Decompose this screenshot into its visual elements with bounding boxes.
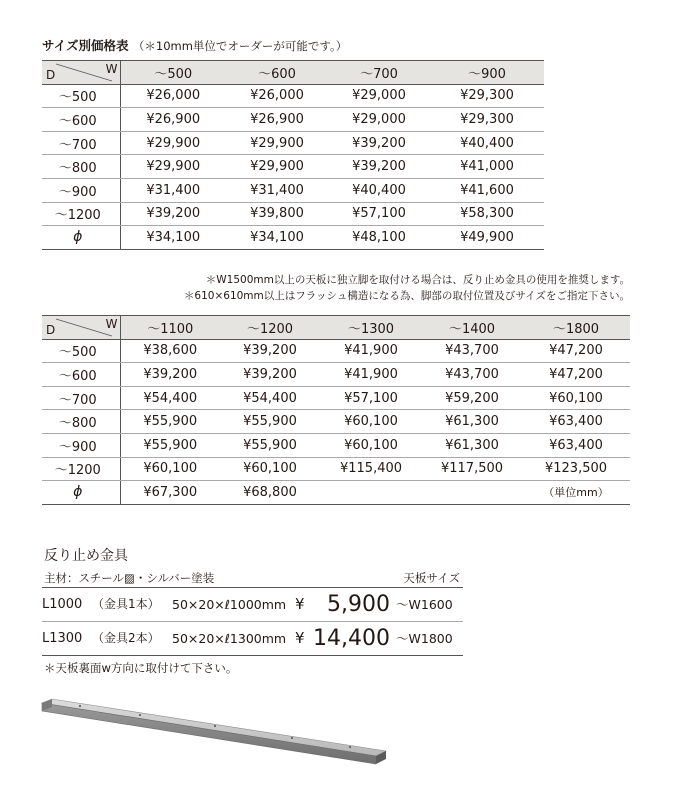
- price-cell: ¥55,900: [220, 433, 320, 457]
- table-header-row: [42, 316, 630, 340]
- price-cell: ¥48,100: [328, 226, 430, 250]
- price-cell: ¥58,300: [430, 202, 544, 226]
- yen-sign: ¥: [295, 629, 305, 647]
- table-row: [42, 410, 630, 434]
- row-header: ～600: [42, 363, 120, 387]
- price-cell: ¥63,400: [522, 433, 630, 457]
- price-cell: ¥41,900: [320, 363, 422, 387]
- row-header: ～600: [42, 108, 120, 132]
- price-cell: ¥60,100: [320, 433, 422, 457]
- price-cell: ¥39,200: [328, 155, 430, 179]
- price-cell: ¥40,400: [430, 131, 544, 155]
- price-cell: ¥67,300: [120, 481, 220, 505]
- table-row: [42, 84, 544, 108]
- width-label: W: [105, 62, 118, 76]
- table-row: [42, 457, 630, 481]
- price-cell: ¥60,100: [320, 410, 422, 434]
- price-cell: ¥60,100: [522, 386, 630, 410]
- price-cell: ¥29,300: [430, 84, 544, 108]
- price-cell: ¥49,900: [430, 226, 544, 250]
- table-row: [42, 386, 630, 410]
- row-header: ～1200: [42, 202, 120, 226]
- price-cell: ¥117,500: [422, 457, 522, 481]
- row-header-diameter: ϕ: [42, 481, 120, 505]
- row-header: ～1200: [42, 457, 120, 481]
- price-cell: ¥55,900: [220, 410, 320, 434]
- quantity: （金具1本）: [92, 597, 160, 611]
- price-cell: ¥123,500: [522, 457, 630, 481]
- fitting-note: ＊天板裏面w方向に取付けて下さい。: [44, 661, 238, 675]
- price-cell: ¥43,700: [422, 339, 522, 363]
- price: 14,400: [313, 626, 390, 651]
- table-row: [42, 481, 630, 505]
- material-text: 主材：スチール▨・シルバー塗装: [44, 571, 215, 585]
- price-cell: ¥39,200: [220, 363, 320, 387]
- row-header: ～700: [42, 131, 120, 155]
- row-header: ～700: [42, 386, 120, 410]
- price-cell: ¥39,200: [120, 202, 226, 226]
- fitting-table: [42, 587, 463, 656]
- price-cell: ¥61,300: [422, 410, 522, 434]
- price-table-small: [42, 60, 544, 250]
- price-cell: [320, 481, 422, 505]
- depth-label: D: [46, 322, 56, 337]
- table-row: [42, 339, 630, 363]
- title-note: （＊10mm単位でオーダーが可能です。）: [132, 39, 348, 53]
- dimensions: 50×20×ℓ1000mm: [172, 597, 287, 612]
- price-cell: ¥60,100: [120, 457, 220, 481]
- column-header: ～500: [120, 61, 226, 85]
- fitting-title: 反り止め金具: [44, 548, 128, 564]
- price: 5,900: [327, 592, 390, 617]
- column-header: ～1100: [120, 316, 220, 340]
- dimensions: 50×20×ℓ1300mm: [172, 631, 287, 646]
- price-cell: ¥39,200: [120, 363, 220, 387]
- price-cell: ¥29,300: [430, 108, 544, 132]
- title-main: サイズ別価格表: [42, 38, 129, 53]
- size-header: 天板サイズ: [403, 571, 460, 585]
- price-cell: ¥60,100: [220, 457, 320, 481]
- price-cell: [422, 481, 522, 505]
- table-row: [42, 433, 630, 457]
- price-cell: ¥31,400: [120, 178, 226, 202]
- price-cell: ¥57,100: [320, 386, 422, 410]
- table-row: [42, 178, 544, 202]
- corner-cell: [42, 61, 120, 85]
- price-cell: ¥43,700: [422, 363, 522, 387]
- price-cell: ¥39,800: [226, 202, 328, 226]
- model-code: L1300: [42, 631, 83, 646]
- column-header: ～1200: [220, 316, 320, 340]
- price-cell: ¥68,800: [220, 481, 320, 505]
- note-line: ＊610×610mm以上はフラッシュ構造になる為、脚部の取付位置及びサイズをご指定下さい。: [183, 290, 630, 302]
- corner-cell: [42, 316, 120, 340]
- row-header-diameter: ϕ: [42, 226, 120, 250]
- fitting-row: [42, 588, 463, 621]
- material-line: [44, 570, 462, 586]
- price-cell: ¥29,000: [328, 108, 430, 132]
- price-cell: ¥40,400: [328, 178, 430, 202]
- price-cell: ¥57,100: [328, 202, 430, 226]
- price-cell: ¥41,900: [320, 339, 422, 363]
- price-cell: ¥26,000: [120, 84, 226, 108]
- row-header: ～900: [42, 178, 120, 202]
- price-cell: ¥29,900: [226, 131, 328, 155]
- price-cell: ¥59,200: [422, 386, 522, 410]
- price-cell: ¥26,000: [226, 84, 328, 108]
- price-cell: ¥34,100: [120, 226, 226, 250]
- price-cell: ¥54,400: [120, 386, 220, 410]
- column-header: ～900: [430, 61, 544, 85]
- table-header-row: [42, 61, 544, 85]
- price-cell: ¥54,400: [220, 386, 320, 410]
- column-header: ～600: [226, 61, 328, 85]
- table-row: [42, 226, 544, 250]
- model-code: L1000: [42, 597, 83, 612]
- price-cell: ¥31,400: [226, 178, 328, 202]
- price-cell: ¥61,300: [422, 433, 522, 457]
- price-table-title: [42, 36, 347, 54]
- price-cell: ¥29,900: [120, 131, 226, 155]
- row-header: ～900: [42, 433, 120, 457]
- price-table-large: [42, 315, 630, 505]
- price-cell: ¥29,000: [328, 84, 430, 108]
- price-cell: ¥39,200: [220, 339, 320, 363]
- column-header: ～700: [328, 61, 430, 85]
- price-cell: ¥41,600: [430, 178, 544, 202]
- price-cell: ¥55,900: [120, 433, 220, 457]
- row-header: ～800: [42, 410, 120, 434]
- price-cell: ¥47,200: [522, 363, 630, 387]
- price-cell: ¥29,900: [120, 155, 226, 179]
- depth-label: D: [46, 67, 56, 82]
- unit-note: （単位mm）: [522, 481, 630, 505]
- price-cell: ¥41,000: [430, 155, 544, 179]
- price-cell: ¥29,900: [226, 155, 328, 179]
- column-header: ～1800: [522, 316, 630, 340]
- table-row: [42, 155, 544, 179]
- note-line: ＊W1500mm以上の天板に独立脚を取付ける場合は、反り止め金具の使用を推奨します。: [205, 274, 630, 286]
- price-cell: ¥115,400: [320, 457, 422, 481]
- yen-sign: ¥: [295, 595, 305, 613]
- max-size: ～W1600: [396, 597, 453, 612]
- table-row: [42, 131, 544, 155]
- price-cell: ¥55,900: [120, 410, 220, 434]
- price-cell: ¥38,600: [120, 339, 220, 363]
- quantity: （金具2本）: [92, 631, 160, 645]
- width-label: W: [105, 317, 118, 331]
- table-row: [42, 363, 630, 387]
- fitting-row: [42, 621, 463, 655]
- price-cell: ¥26,900: [120, 108, 226, 132]
- column-header: ～1300: [320, 316, 422, 340]
- price-cell: ¥26,900: [226, 108, 328, 132]
- notes-block: [184, 272, 630, 304]
- price-cell: ¥63,400: [522, 410, 630, 434]
- price-cell: ¥39,200: [328, 131, 430, 155]
- price-cell: ¥47,200: [522, 339, 630, 363]
- steel-bar-illustration: [30, 690, 400, 770]
- column-header: ～1400: [422, 316, 522, 340]
- price-cell: ¥34,100: [226, 226, 328, 250]
- table-row: [42, 202, 544, 226]
- row-header: ～500: [42, 339, 120, 363]
- row-header: ～800: [42, 155, 120, 179]
- max-size: ～W1800: [396, 631, 453, 646]
- table-row: [42, 108, 544, 132]
- row-header: ～500: [42, 84, 120, 108]
